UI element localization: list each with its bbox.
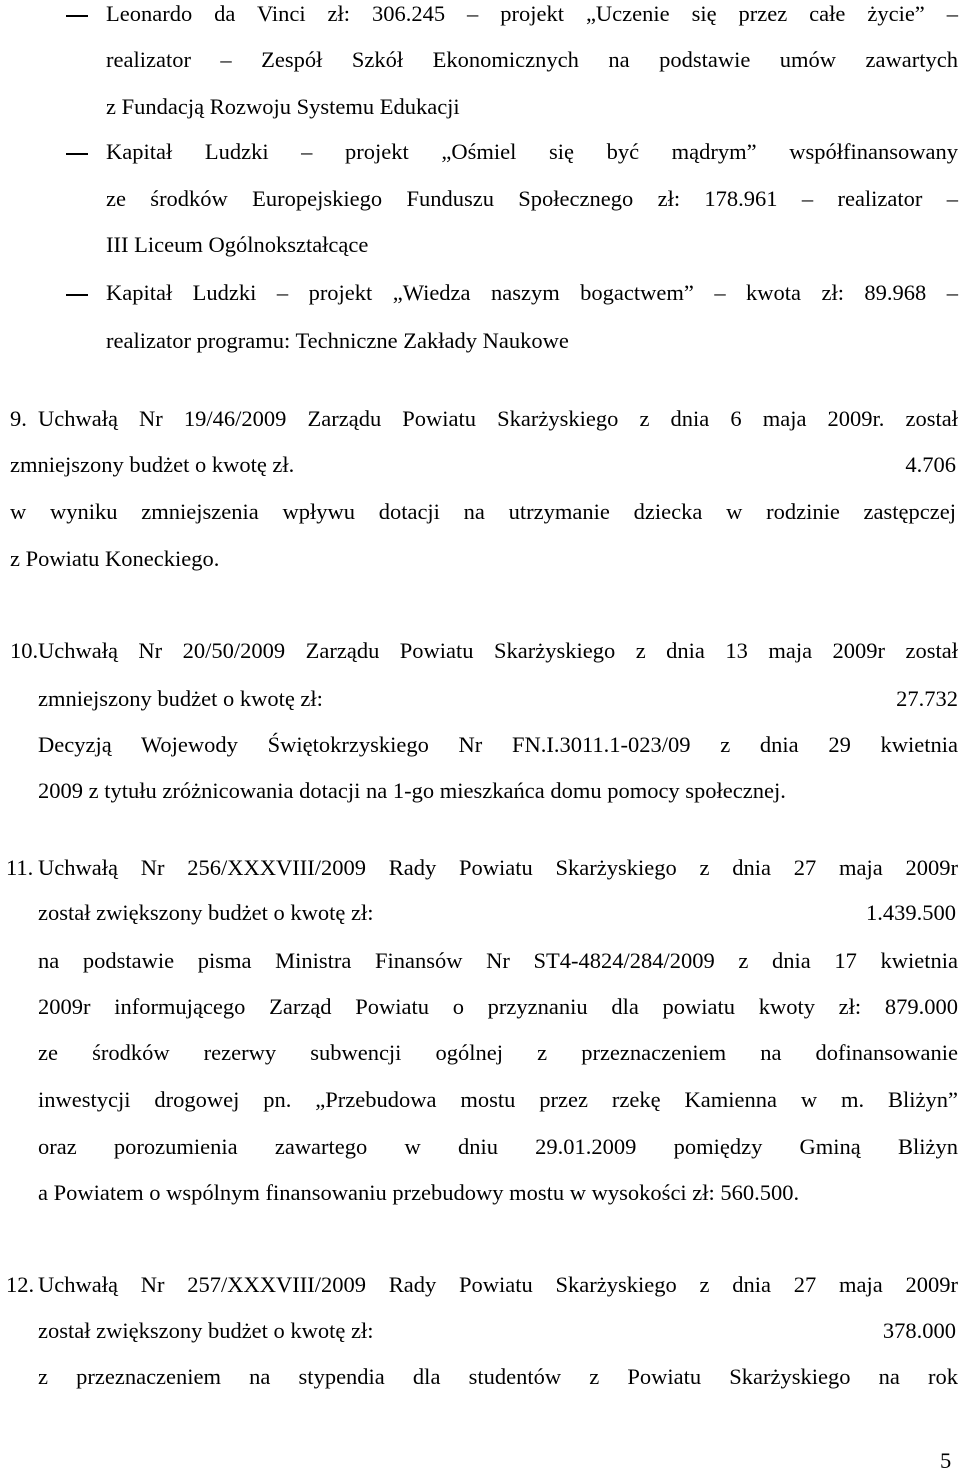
item-number: 12. bbox=[6, 1272, 35, 1297]
list-item-text: III Liceum Ogólnokształcące bbox=[106, 232, 369, 257]
paragraph-line: z Powiatu Koneckiego. bbox=[10, 546, 220, 571]
amount-row bbox=[38, 902, 956, 925]
item-number: 10. bbox=[10, 638, 39, 663]
paragraph-line: oraz porozumienia zawartego w dniu 29.01.2009 pomiędzy Gminą Bliżyn bbox=[38, 1134, 958, 1159]
item-number: 9. bbox=[10, 406, 27, 431]
paragraph-line: Uchwałą Nr 256/XXXVIII/2009 Rady Powiatu Skarżyskiego z dnia 27 maja 2009r bbox=[38, 855, 958, 880]
amount-label: został zwiększony budżet o kwotę zł: bbox=[38, 1318, 374, 1343]
list-item-text: realizator – Zespół Szkół Ekonomicznych na podstawie umów zawartych bbox=[106, 47, 958, 72]
list-item-text: Leonardo da Vinci zł: 306.245 – projekt „Uczenie się przez całe życie” – bbox=[106, 1, 958, 26]
page-number: 5 bbox=[940, 1448, 952, 1473]
amount-row bbox=[38, 1320, 956, 1343]
amount-label: został zwiększony budżet o kwotę zł: bbox=[38, 900, 374, 925]
list-item-text: realizator programu: Techniczne Zakłady Naukowe bbox=[106, 328, 569, 353]
list-item-text: z Fundacją Rozwoju Systemu Edukacji bbox=[106, 94, 460, 119]
amount-label: zmniejszony budżet o kwotę zł: bbox=[38, 686, 323, 711]
amount-value: 27.732 bbox=[896, 686, 958, 711]
paragraph-line: na podstawie pisma Ministra Finansów Nr ST4-4824/284/2009 z dnia 17 kwietnia bbox=[38, 948, 958, 973]
paragraph-line: z przeznaczeniem na stypendia dla studentów z Powiatu Skarżyskiego na rok bbox=[38, 1364, 958, 1389]
list-bullet-dash bbox=[66, 15, 88, 17]
paragraph-line: Uchwałą Nr 20/50/2009 Zarządu Powiatu Skarżyskiego z dnia 13 maja 2009r został bbox=[38, 638, 958, 663]
amount-row bbox=[38, 688, 958, 711]
paragraph-line: w wyniku zmniejszenia wpływu dotacji na utrzymanie dziecka w rodzinie zastępczej bbox=[10, 499, 956, 524]
list-item-text: Kapitał Ludzki – projekt „Ośmiel się być mądrym” współfinansowany bbox=[106, 139, 958, 164]
amount-label: zmniejszony budżet o kwotę zł. bbox=[10, 452, 295, 477]
amount-value: 1.439.500 bbox=[866, 900, 956, 925]
amount-row bbox=[10, 454, 956, 477]
paragraph-line: Uchwałą Nr 19/46/2009 Zarządu Powiatu Skarżyskiego z dnia 6 maja 2009r. został bbox=[38, 406, 958, 431]
paragraph-line: Decyzją Wojewody Świętokrzyskiego Nr FN.I.3011.1-023/09 z dnia 29 kwietnia bbox=[38, 732, 958, 757]
list-item-text: ze środków Europejskiego Funduszu Społecznego zł: 178.961 – realizator – bbox=[106, 186, 958, 211]
list-bullet-dash bbox=[66, 153, 88, 155]
amount-value: 378.000 bbox=[882, 1318, 956, 1343]
list-bullet-dash bbox=[66, 294, 88, 296]
paragraph-line: Uchwałą Nr 257/XXXVIII/2009 Rady Powiatu Skarżyskiego z dnia 27 maja 2009r bbox=[38, 1272, 958, 1297]
list-item-text: Kapitał Ludzki – projekt „Wiedza naszym bogactwem” – kwota zł: 89.968 – bbox=[106, 280, 958, 305]
paragraph-line: 2009 z tytułu zróżnicowania dotacji na 1-go mieszkańca domu pomocy społecznej. bbox=[38, 778, 786, 803]
paragraph-line: inwestycji drogowej pn. „Przebudowa mostu przez rzekę Kamienna w m. Bliżyn” bbox=[38, 1087, 958, 1112]
paragraph-line: 2009r informującego Zarząd Powiatu o przyznaniu dla powiatu kwoty zł: 879.000 bbox=[38, 994, 958, 1019]
paragraph-line: a Powiatem o wspólnym finansowaniu przebudowy mostu w wysokości zł: 560.500. bbox=[38, 1180, 800, 1205]
paragraph-line: ze środków rezerwy subwencji ogólnej z przeznaczeniem na dofinansowanie bbox=[38, 1040, 958, 1065]
amount-value: 4.706 bbox=[905, 452, 956, 477]
item-number: 11. bbox=[6, 855, 34, 880]
